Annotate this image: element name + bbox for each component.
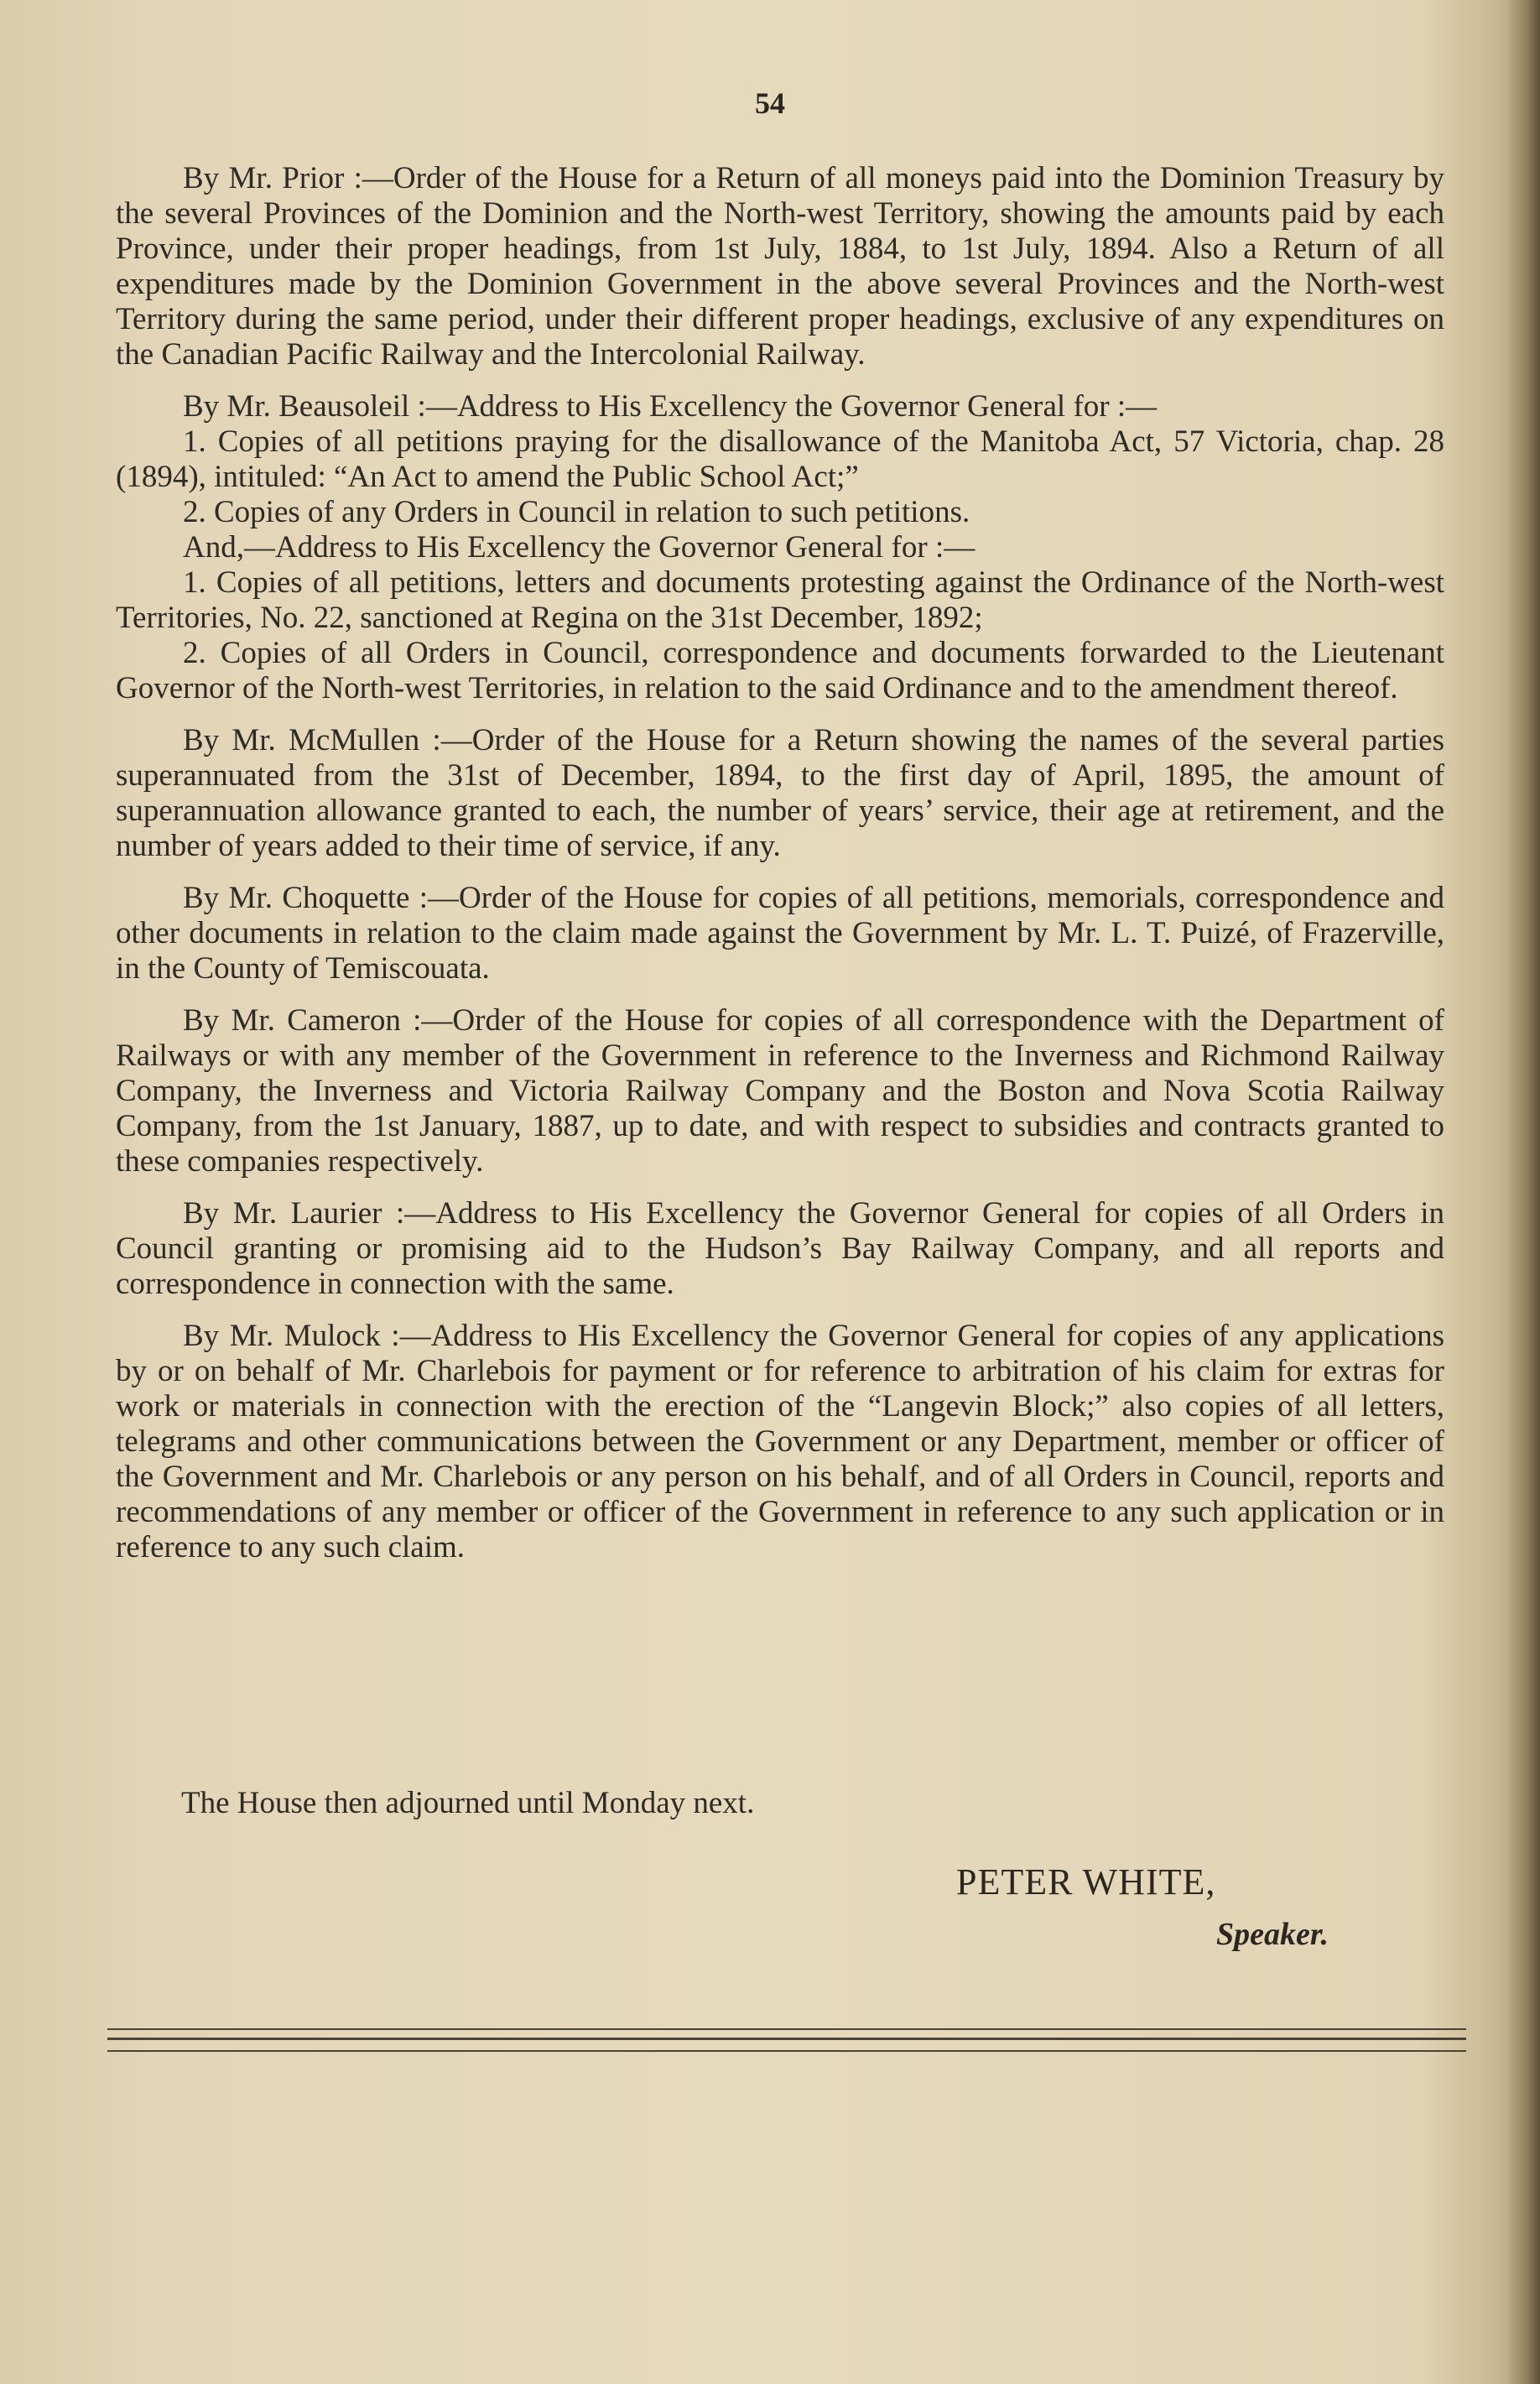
page-number: 54 xyxy=(755,86,785,120)
paragraph-choquette: By Mr. Choquette :—Order of the House for copies of all petitions, memorials, correspondence and other documents in relation to the claim made against the Government by Mr. L. T. Puizé, of Frazerville, in the County of Temiscouata. xyxy=(116,881,1444,986)
paragraph-cameron: By Mr. Cameron :—Order of the House for copies of all correspondence with the Department of Railways or with any member of the Government in reference to the Inverness and Richmond Railway Company, the Inverness and Victoria Railway Company and the Boston and Nova Scotia Railway Company, from the 1st January, 1887, up to date, and with respect to subsidies and contracts granted to these companies respectively. xyxy=(116,1003,1444,1179)
book-spine-shadow xyxy=(1506,0,1540,2384)
footer-rule-top xyxy=(107,2028,1466,2030)
paragraph-mcmullen: By Mr. McMullen :—Order of the House for a Return showing the names of the several parties superannuated from the 31st of December, 1894, to the first day of April, 1895, the amount of superannuation allowance granted to each, the number of years’ service, their age at retirement, and the number of years added to their time of service, if any. xyxy=(116,723,1444,863)
paragraph-laurier: By Mr. Laurier :—Address to His Excellency the Governor General for copies of all Orders in Council granting or promising aid to the Hudson’s Bay Railway Company, and all reports and correspondence in connection with the same. xyxy=(116,1196,1444,1301)
beausoleil-item-2: 2. Copies of any Orders in Council in relation to such petitions. xyxy=(183,495,970,529)
signature-title: Speaker. xyxy=(1216,1917,1329,1952)
paragraph-prior: By Mr. Prior :—Order of the House for a Return of all moneys paid into the Dominion Treasury by the several Provinces of the Dominion and the North-west Territory, showing the amounts paid by each Province, under their proper headings, from 1st July, 1884, to 1st July, 1894. Also a Return of all expenditures made by the Dominion Government in the above several Provinces and the North-west Territory during the same period, under their different proper headings, exclusive of any expenditures on the Canadian Pacific Railway and the Intercolonial Railway. xyxy=(116,161,1444,372)
footer-rule-middle xyxy=(107,2038,1466,2040)
beausoleil-item-4: 2. Copies of all Orders in Council, correspondence and documents forwarded to the Lieutenant Governor of the North-west Territories, in relation to the said Ordinance and to the amendment thereof. xyxy=(116,636,1444,705)
closing-line: The House then adjourned until Monday next. xyxy=(181,1786,755,1820)
beausoleil-item-1: 1. Copies of all petitions praying for the disallowance of the Manitoba Act, 57 Victoria, chap. 28 (1894), intituled: “An Act to amend the Public School Act;” xyxy=(116,424,1444,494)
paragraph-mulock: By Mr. Mulock :—Address to His Excellency the Governor General for copies of any applications by or on behalf of Mr. Charlebois for payment or for reference to arbitration of his claim for extras for work or materials in connection with the erection of the “Langevin Block;” also copies of all letters, telegrams and other communications between the Government or any Department, member or officer of the Government and Mr. Charlebois or any person on his behalf, and of all Orders in Council, reports and recommendations of any member or officer of the Government in reference to any such application or in reference to any such claim. xyxy=(116,1319,1444,1564)
footer-rule-bottom xyxy=(107,2050,1466,2052)
beausoleil-intro: By Mr. Beausoleil :—Address to His Excellency the Governor General for :— xyxy=(183,389,1158,424)
document-body xyxy=(116,161,1444,1565)
beausoleil-intro-2: And,—Address to His Excellency the Governor General for :— xyxy=(183,530,976,565)
paragraph-beausoleil xyxy=(116,389,1444,706)
signature-name: PETER WHITE, xyxy=(956,1861,1216,1903)
beausoleil-item-3: 1. Copies of all petitions, letters and documents protesting against the Ordinance of the North-west Territories, No. 22, sanctioned at Regina on the 31st December, 1892; xyxy=(116,565,1444,635)
